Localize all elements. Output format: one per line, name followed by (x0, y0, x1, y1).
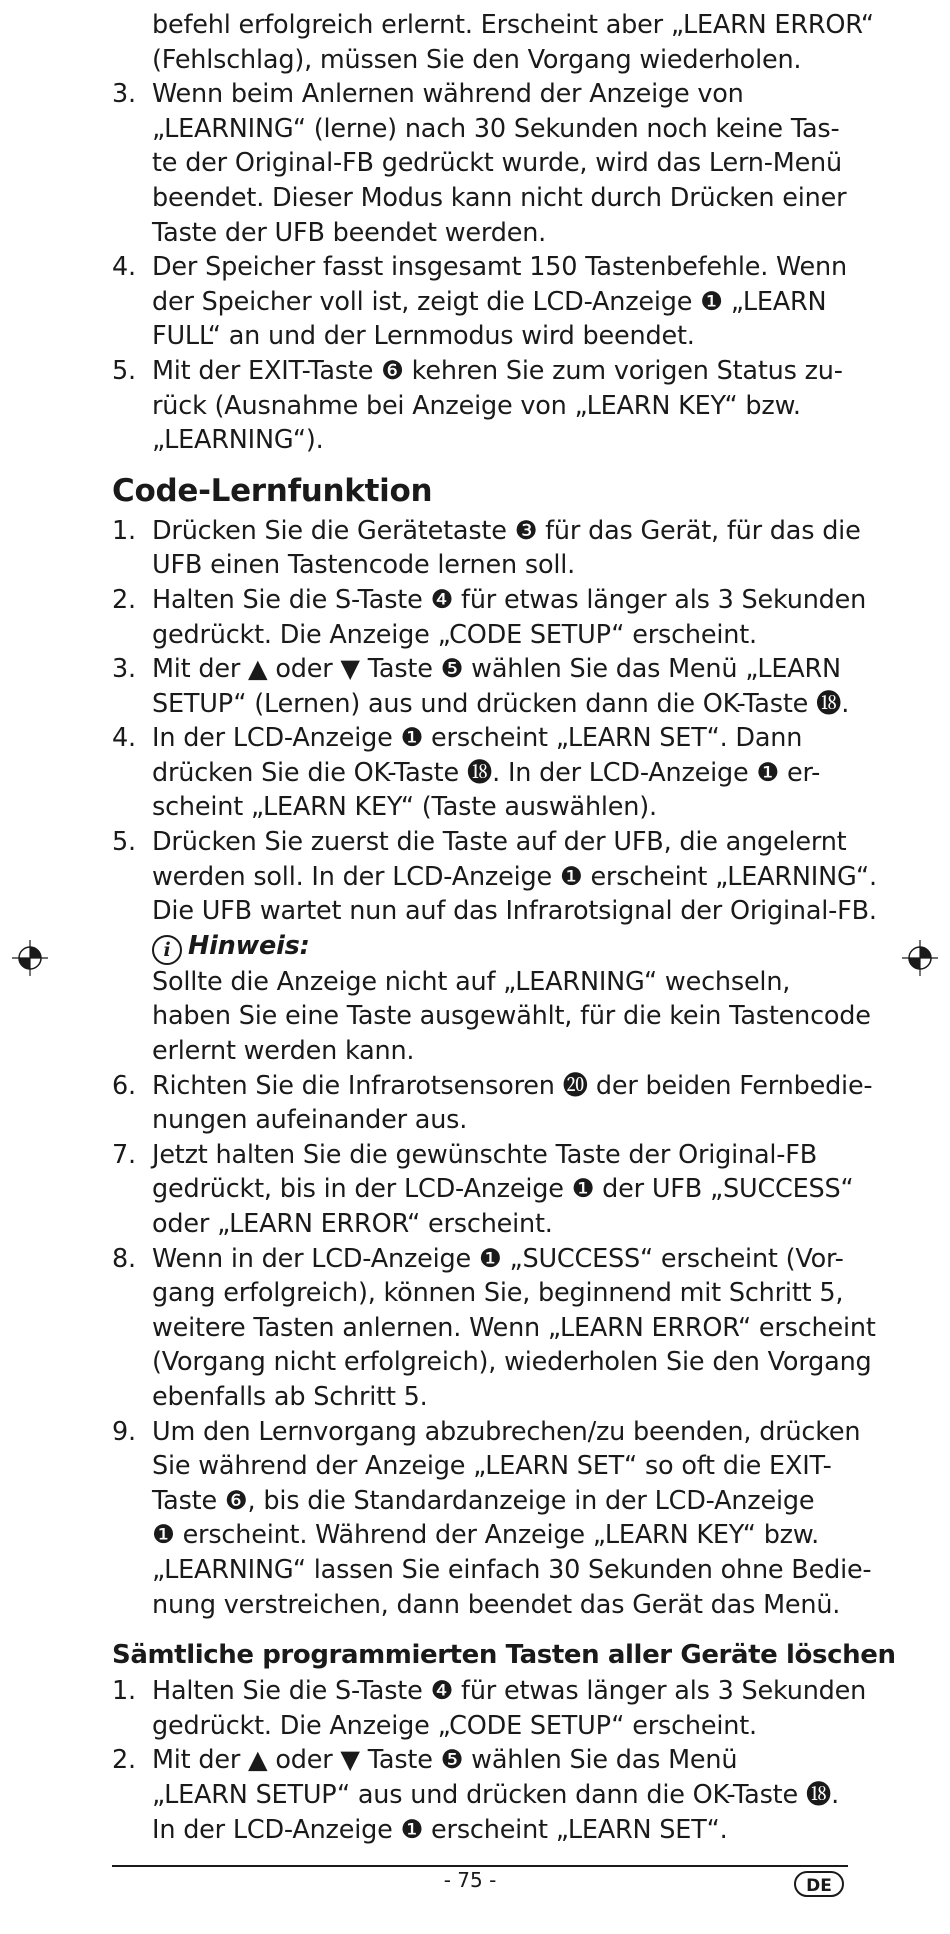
list-number: 5. (112, 355, 136, 386)
list-number: 4. (112, 252, 136, 283)
text-line: der Speicher voll ist, zeigt die LCD-Anzeige ❶ „LEARN (152, 286, 827, 317)
list-number: 2. (112, 1745, 136, 1776)
text-line: nungen aufeinander aus. (152, 1105, 468, 1136)
list-item (112, 77, 852, 250)
text-line: Wenn beim Anlernen während der Anzeige von (152, 79, 744, 110)
list-item (112, 1138, 852, 1242)
list-item (112, 1069, 873, 1138)
text-line: Die UFB wartet nun auf das Infrarotsignal der Original-FB. (152, 896, 877, 927)
text-line: haben Sie eine Taste ausgewählt, für die kein Tastencode (152, 1001, 871, 1032)
text-line: oder „LEARN ERROR“ erscheint. (152, 1209, 553, 1239)
text-line: nung verstreichen, dann beendet das Gerät das Menü. (152, 1589, 841, 1620)
intro-continuation (112, 8, 874, 77)
text-line: „LEARN SETUP“ aus und drücken dann die OK-Taste ⓲. (152, 1779, 840, 1810)
text-line: Mit der ▲ oder ▼ Taste ❺ wählen Sie das Menü „LEARN (152, 654, 841, 685)
text-line: „LEARNING“). (152, 425, 324, 456)
text-line: SETUP“ (Lernen) aus und drücken dann die OK-Taste ⓲. (152, 688, 850, 719)
text-line: In der LCD-Anzeige ❶ erscheint „LEARN SET“. (152, 1814, 728, 1845)
list-number: 3. (112, 79, 136, 110)
text-line: UFB einen Tastencode lernen soll. (152, 550, 576, 581)
text-line: Halten Sie die S-Taste ❹ für etwas länger als 3 Sekunden (152, 1676, 867, 1707)
list-item (112, 1674, 867, 1743)
list-number: 1. (112, 1676, 136, 1707)
text-line: erlernt werden kann. (152, 1036, 415, 1067)
text-line: drücken Sie die OK-Taste ⓲. In der LCD-Anzeige ❶ er- (152, 757, 821, 788)
text-line: scheint „LEARN KEY“ (Taste auswählen). (152, 792, 657, 823)
text-line: befehl erfolgreich erlernt. Erscheint aber „LEARN ERROR“ (152, 10, 874, 40)
list-item (112, 652, 852, 721)
hint-heading: Hinweis: (188, 930, 310, 961)
list-number: 8. (112, 1243, 136, 1274)
text-line: „LEARNING“ lassen Sie einfach 30 Sekunden ohne Bedie- (152, 1554, 872, 1585)
list-item (112, 1242, 876, 1415)
text-line: FULL“ an und der Lernmodus wird beendet. (152, 321, 695, 352)
text-line: Sie während der Anzeige „LEARN SET“ so oft die EXIT- (152, 1451, 832, 1482)
list-number: 2. (112, 584, 136, 615)
text-line: gedrückt, bis in der LCD-Anzeige ❶ der UFB „SUCCESS“ (152, 1174, 854, 1205)
text-line: gedrückt. Die Anzeige „CODE SETUP“ erscheint. (152, 619, 757, 650)
page-number: - 75 - (443, 1868, 497, 1892)
text-line: gedrückt. Die Anzeige „CODE SETUP“ erscheint. (152, 1710, 757, 1741)
text-line: Taste der UFB beendet werden. (152, 217, 547, 248)
text-line: Taste ❻, bis die Standardanzeige in der LCD-Anzeige (152, 1485, 815, 1516)
text-line: ❶ erscheint. Während der Anzeige „LEARN KEY“ bzw. (152, 1520, 820, 1551)
section-heading: Code-Lernfunktion (112, 472, 433, 509)
text-line: „LEARNING“ (lerne) nach 30 Sekunden noch keine Tas- (152, 113, 840, 144)
text-line: te der Original-FB gedrückt wurde, wird das Lern-Menü (152, 148, 842, 179)
text-line: Richten Sie die Infrarotsensoren ⓴ der beiden Fernbedie- (152, 1070, 873, 1101)
registration-mark-icon (902, 940, 938, 976)
list-item (112, 514, 861, 583)
document-page (112, 8, 896, 1847)
text-line: rück (Ausnahme bei Anzeige von „LEARN KEY“ bzw. (152, 390, 801, 421)
hint-heading-row (152, 929, 852, 965)
list-item (112, 1743, 852, 1847)
text-line: (Vorgang nicht erfolgreich), wiederholen Sie den Vorgang (152, 1347, 872, 1378)
text-line: Mit der EXIT-Taste ❻ kehren Sie zum vorigen Status zu- (152, 355, 843, 386)
list-number: 3. (112, 654, 136, 685)
text-line: gang erfolgreich), können Sie, beginnend mit Schritt 5, (152, 1278, 844, 1309)
list-number: 7. (112, 1139, 136, 1170)
list-item (112, 583, 867, 652)
text-line: Um den Lernvorgang abzubrechen/zu beenden, drücken (152, 1416, 861, 1447)
text-line: In der LCD-Anzeige ❶ erscheint „LEARN SET“. Dann (152, 723, 803, 754)
text-line: (Fehlschlag), müssen Sie den Vorgang wiederholen. (152, 44, 802, 75)
text-line: Mit der ▲ oder ▼ Taste ❺ wählen Sie das Menü (152, 1745, 738, 1776)
subsection-heading: Sämtliche programmierten Tasten aller Geräte löschen (112, 1640, 896, 1671)
list-item (112, 354, 852, 458)
text-line: weitere Tasten anlernen. Wenn „LEARN ERROR“ erscheint (152, 1312, 876, 1343)
language-badge: DE (794, 1871, 844, 1897)
registration-mark-icon (12, 940, 48, 976)
text-line: Drücken Sie zuerst die Taste auf der UFB, die angelernt (152, 827, 847, 858)
list-item (112, 721, 852, 825)
text-line: Sollte die Anzeige nicht auf „LEARNING“ wechseln, (152, 966, 791, 997)
list-number: 5. (112, 827, 136, 858)
list-item (112, 1415, 872, 1623)
text-line: Halten Sie die S-Taste ❹ für etwas länger als 3 Sekunden (152, 584, 867, 615)
text-line: Wenn in der LCD-Anzeige ❶ „SUCCESS“ erscheint (Vor- (152, 1243, 844, 1274)
list-number: 9. (112, 1416, 136, 1447)
text-line: Jetzt halten Sie die gewünschte Taste der Original-FB (152, 1139, 818, 1170)
list-item (112, 825, 877, 929)
list-item (112, 250, 852, 354)
text-line: werden soll. In der LCD-Anzeige ❶ erscheint „LEARNING“. (152, 861, 877, 892)
list-number: 6. (112, 1070, 136, 1101)
list-number: 1. (112, 515, 136, 546)
text-line: ebenfalls ab Schritt 5. (152, 1381, 428, 1412)
text-line: Der Speicher fasst insgesamt 150 Tastenbefehle. Wenn (152, 252, 847, 283)
info-icon: i (152, 935, 182, 965)
text-line: beendet. Dieser Modus kann nicht durch Drücken einer (152, 182, 847, 213)
hint-box (112, 929, 871, 1069)
list-number: 4. (112, 723, 136, 754)
text-line: Drücken Sie die Gerätetaste ❸ für das Gerät, für das die (152, 515, 861, 546)
